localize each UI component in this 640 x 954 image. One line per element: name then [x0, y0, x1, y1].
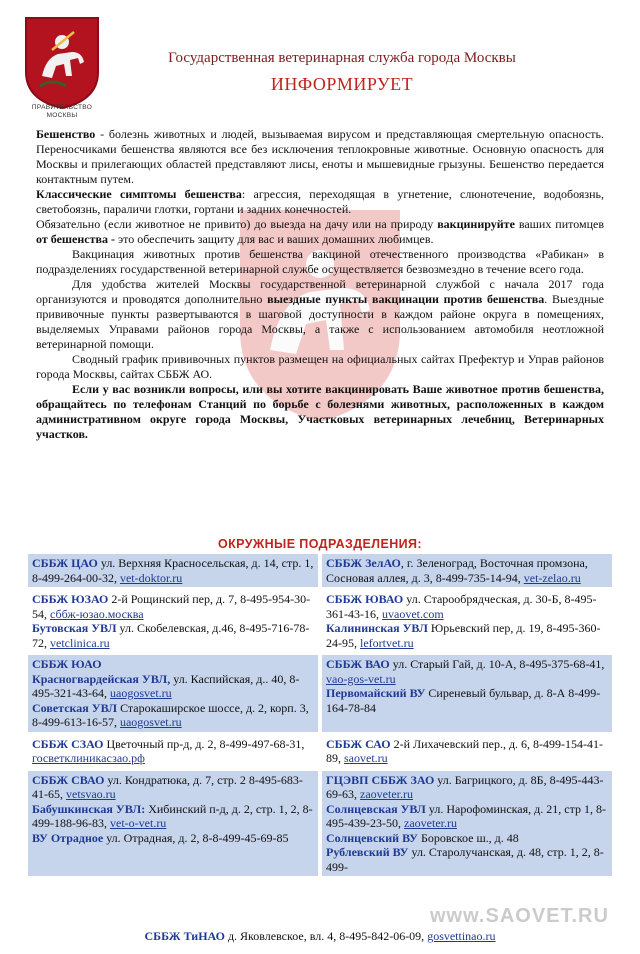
- contact-cell: СББЖ СВАО ул. Кондратюка, д. 7, стр. 2 8-495-683-41-65, vetsvao.ru Бабушкинская УВЛ: Хибинский п-д, д. 2, стр. 1, 2, 8-499-188-96-83, vet-o-vet.ru ВУ Отрадное ул. Отрадная, д. 2, 8-8-499-45-69-85: [28, 771, 318, 877]
- contact-cell: СББЖ ЮЗАО 2-й Рощинский пер, д. 7, 8-495-954-30-54, сббж-юзао.москва Бутовская УВЛ ул. Скобелевская, д.46, 8-495-716-78-72, vetclinica.ru: [28, 590, 318, 652]
- website-link[interactable]: uvaovet.com: [382, 606, 444, 621]
- paragraph-vaccinate: Обязательно (если животное не привито) до выезда на дачу или на природу вакцинируйте ваших питомцев от бешенства - это обеспечить защиту для вас и ваших домашних любимцев.: [36, 217, 604, 246]
- section-title: ОКРУЖНЫЕ ПОДРАЗДЕЛЕНИЯ:: [218, 537, 422, 551]
- contact-cell: ГЦЭВП СББЖ ЗАО ул. Багрицкого, д. 8Б, 8-495-443-69-63, zaoveter.ru Солнцевская УВЛ ул. Нарофоминская, д. 21, стр 1, 8-495-439-23-50, zaoveter.ru Солнцевский ВУ Боровское ш., д. 48 Рублевский ВУ ул. Старолучанская, д. 48, стр. 1, 2, 8-499-: [322, 771, 612, 877]
- website-link[interactable]: сббж-юзао.москва: [50, 606, 144, 621]
- contact-cell: СББЖ ЮАО Красногвардейская УВЛ, ул. Каспийская, д.. 40, 8-495-321-43-64, uaogosvet.ru Советская УВЛ Старокаширское шоссе, д. 2, корп. 3, 8-499-613-16-57, uaogosvet.ru: [28, 655, 318, 732]
- website-link[interactable]: vet-zelao.ru: [523, 570, 581, 585]
- website-link[interactable]: vetclinica.ru: [50, 635, 110, 650]
- website-link[interactable]: saovet.ru: [344, 751, 388, 765]
- website-link[interactable]: zaoveter.ru: [360, 787, 413, 801]
- website-link[interactable]: vet-doktor.ru: [119, 570, 183, 585]
- paragraph-symptoms: Классические симптомы бешенства: агрессия, переходящая в угнетение, слюнотечение, водобоязнь, светобоязнь, параличи глотки, гортани и задних конечностей.: [36, 187, 605, 216]
- website-link[interactable]: vet-o-vet.ru: [110, 816, 167, 830]
- contact-cell: СББЖ САО 2-й Лихачевский пер., д. 6, 8-499-154-41-89, saovet.ru: [322, 735, 612, 768]
- contact-cell: СББЖ СЗАО Цветочный пр-д, д. 2, 8-499-497-68-31, госветклиникасзао.рф: [28, 735, 318, 768]
- website-link[interactable]: vetsvao.ru: [66, 787, 116, 801]
- website-link[interactable]: vao-gos-vet.ru: [326, 671, 396, 686]
- informs-heading: ИНФОРМИРУЕТ: [270, 74, 414, 94]
- website-link[interactable]: lefortvet.ru: [360, 635, 414, 650]
- website-link[interactable]: uaogosvet.ru: [119, 715, 182, 729]
- contacts-grid: [28, 554, 612, 879]
- website-link[interactable]: zaoveter.ru: [404, 816, 457, 830]
- paragraph-rabikan: Вакцинация животных против бешенства вакциной отечественного производства «Рабикан» в подразделениях государственной ветеринарной службе осуществляется безвозмездно в течение всего года.: [36, 247, 604, 276]
- contact-cell: СББЖ ВАО ул. Старый Гай, д. 10-А, 8-495-375-68-41, vao-gos-vet.ru Первомайский ВУ Сиреневый бульвар, д. 8-А 8-499-164-78-84: [322, 655, 612, 732]
- paragraph-schedule: Сводный график прививочных пунктов размещен на официальных сайтах Префектур и Управ районов города Москвы, сайтах СББЖ АО.: [36, 352, 604, 381]
- contacts-row: [28, 554, 612, 587]
- paragraph-contact: Если у вас возникли вопросы, или вы хотите вакцинировать Ваше животное против бешенства, обращайтесь по телефонам Станций по борьбе с болезнями животных, расположенных в каждом административном округе города Москвы, Участковых ветеринарных лечебниц, Ветеринарных участков.: [36, 382, 604, 441]
- website-link[interactable]: uaogosvet.ru: [110, 686, 172, 700]
- contact-cell: СББЖ ЗелАО, г. Зеленоград, Восточная промзона, Сосновая аллея, д. 3, 8-499-735-14-94, vet-zelao.ru: [322, 554, 612, 587]
- emblem-caption: ПРАВИТЕЛЬСТВО МОСКВЫ: [31, 104, 93, 119]
- footer-contact: СББЖ ТиНАО д. Яковлевское, вл. 4, 8-495-842-06-09, gosvettinao.ru: [28, 929, 612, 944]
- service-title: Государственная ветеринарная служба города Москвы: [168, 50, 516, 66]
- contact-cell: СББЖ ЮВАО ул. Старообрядческая, д. 30-Б, 8-495-361-43-16, uvaovet.com Калининская УВЛ Юрьевский пер, д. 19, 8-495-360-24-95, lefortvet.ru: [322, 590, 612, 652]
- contacts-row: [28, 735, 612, 768]
- article-body: [36, 127, 604, 442]
- website-link[interactable]: gosvettinao.ru: [427, 929, 496, 943]
- watermark: www.SAOVET.RU: [430, 905, 609, 927]
- moscow-coat-of-arms-icon: [22, 14, 102, 114]
- contact-cell: СББЖ ЦАО ул. Верхняя Красносельская, д. 14, стр. 1, 8-499-264-00-32, vet-doktor.ru: [28, 554, 318, 587]
- contacts-row: [28, 655, 612, 732]
- paragraph-rabies-definition: Бешенство - болезнь животных и людей, вызываемая вирусом и представляющая смертельную опасность. Переносчиками бешенства являются все без исключения теплокровные животные. Основную опасность для Москвы и прилегающих областей представляют лисы, еноты и мышевидные грызуны. Бешенство передается контактным путем.: [36, 127, 604, 186]
- website-link[interactable]: госветклиникасзао.рф: [32, 751, 145, 765]
- paragraph-mobile-points: Для удобства жителей Москвы государственной ветеринарной службой с начала 2017 года организуются и проводятся дополнительно выездные пункты вакцинации против бешенства. Выездные прививочные пункты развертываются в шаговой доступности в каждом районе округа в помещениях, выделяемых Управами районов города Москвы, а также с использованием автомобиля неотложной ветеринарной помощи.: [36, 277, 604, 351]
- contacts-row: [28, 590, 612, 652]
- contacts-row: [28, 771, 612, 877]
